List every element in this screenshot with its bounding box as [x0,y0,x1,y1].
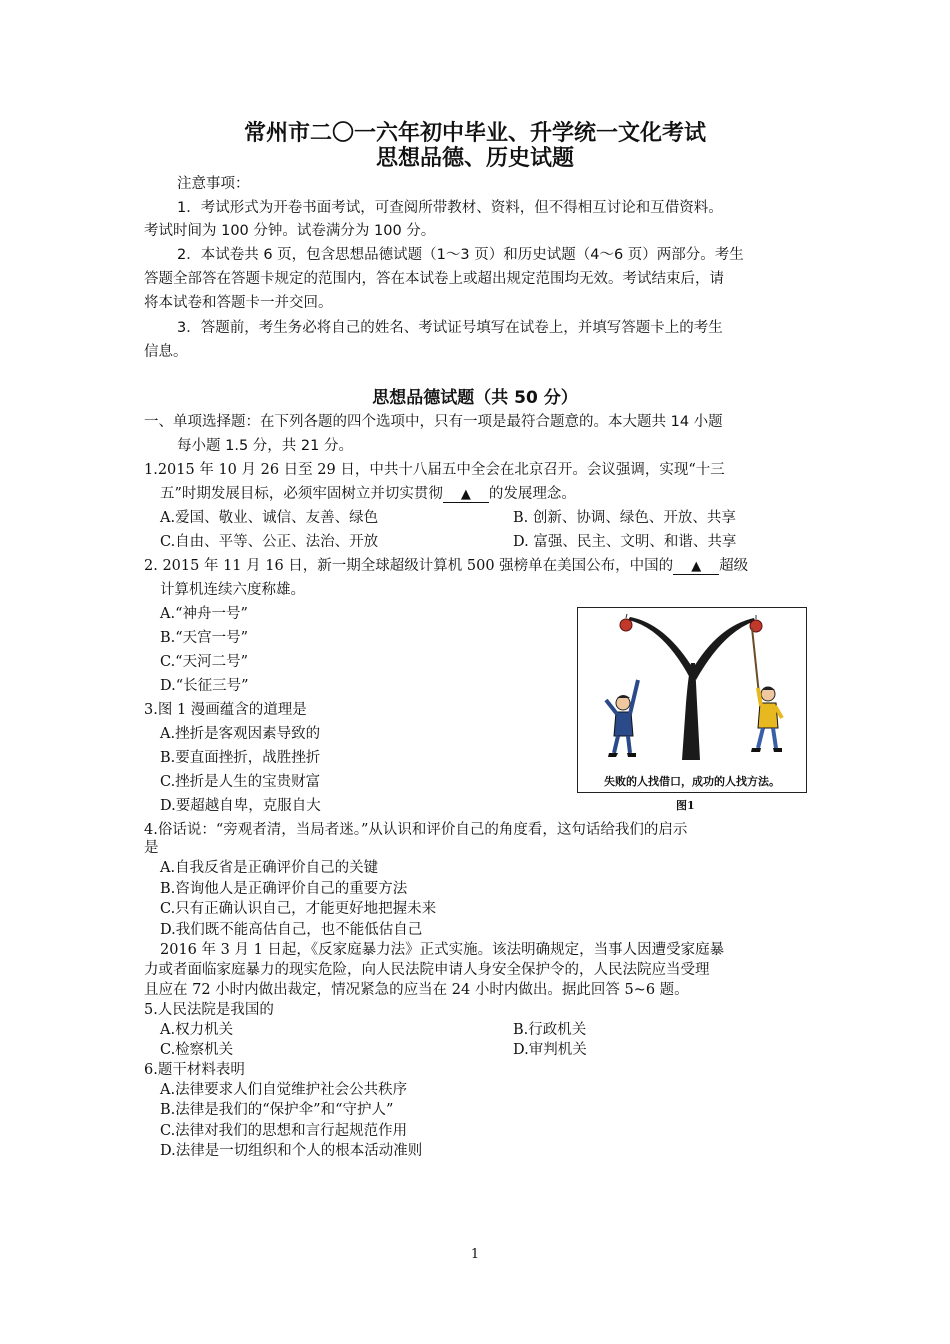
q5-option-d: D.审判机关 [513,1042,587,1058]
q1-stem-text-a: 五”时期发展目标，必须牢固树立并切实贯彻 [160,486,443,502]
q5-option-a: A.权力机关 [160,1022,234,1038]
notice-line: 2．本试卷共 6 页，包含思想品德试题（1～3 页）和历史试题（4～6 页）两部分。考生 [177,247,744,263]
q2-stem-text-a: 2. 2015 年 11 月 16 日，新一期全球超级计算机 500 强榜单在美国公布，中国的 [144,558,674,574]
material-line: 力或者面临家庭暴力的现实危险，向人民法院申请人身安全保护令的，人民法院应当受理 [144,962,710,978]
exam-title-line1: 常州市二〇一六年初中毕业、升学统一文化考试 [243,121,706,146]
material-line: 2016 年 3 月 1 日起，《反家庭暴力法》正式实施。该法明确规定，当事人因遭受家庭暴 [160,942,725,958]
q2-stem-line2: 计算机连续六度称雄。 [160,582,305,598]
q1-stem-line1: 1.2015 年 10 月 26 日至 29 日，中共十八届五中全会在北京召开。会议强调，实现“十三 [144,462,725,478]
q6-option-a: A.法律要求人们自觉维护社会公共秩序 [160,1082,408,1098]
notice-line: 将本试卷和答题卡一并交回。 [144,295,333,311]
q2-option-c: C.“天河二号” [160,654,249,670]
q4-option-a: A.自我反省是正确评价自己的关键 [160,860,379,876]
q3-option-a: A.挫折是客观因素导致的 [160,726,321,742]
cartoon-figure [577,607,807,793]
q5-option-c: C.检察机关 [160,1042,234,1058]
q6-option-d: D.法律是一切组织和个人的根本活动准则 [160,1143,423,1159]
q2-option-d: D.“长征三号” [160,678,249,694]
section-title: 思想品德试题（共 50 分） [372,388,578,408]
notice-line: 考试时间为 100 分钟。试卷满分为 100 分。 [144,223,436,239]
q5-option-b: B.行政机关 [513,1022,587,1038]
q1-stem-line2 [160,482,576,503]
q4-stem-line1: 4.俗话说：“旁观者清，当局者迷。”从认识和评价自己的角度看，这句话给我们的启示 [144,822,688,838]
q4-option-c: C.只有正确认识自己，才能更好地把握未来 [160,901,437,917]
cartoon-caption: 失败的人找借口，成功的人找方法。 [604,775,780,788]
q2-stem-text-b: 超级 [719,558,749,574]
answer-blank: ▲ [673,560,719,575]
q3-option-b: B.要直面挫折，战胜挫折 [160,750,321,766]
q4-option-b: B.咨询他人是正确评价自己的重要方法 [160,881,408,897]
page-number: 1 [470,1247,480,1262]
q4-option-d: D.我们既不能高估自己，也不能低估自己 [160,922,423,938]
notice-line: 1．考试形式为开卷书面考试，可查阅所带教材、资料，但不得相互讨论和互借资料。 [177,200,723,216]
q2-option-a: A.“神舟一号” [160,606,248,622]
answer-blank: ▲ [443,488,489,503]
material-line: 且应在 72 小时内做出裁定，情况紧急的应当在 24 小时内做出。据此回答 5~6 题。 [144,982,689,998]
q1-option-b: B. 创新、协调、绿色、开放、共享 [513,510,736,526]
part-instruction-line2: 每小题 1.5 分，共 21 分。 [177,438,353,454]
q5-stem: 5.人民法院是我国的 [144,1002,274,1018]
q4-stem-line2: 是 [144,840,159,856]
q6-option-b: B.法律是我们的“保护伞”和“守护人” [160,1102,394,1118]
notice-line: 3．答题前，考生务必将自己的姓名、考试证号填写在试卷上，并填写答题卡上的考生 [177,320,723,336]
q1-option-a: A.爱国、敬业、诚信、友善、绿色 [160,510,379,526]
q2-option-b: B.“天宫一号” [160,630,249,646]
figure-label: 图1 [676,799,695,812]
part-instruction-line1: 一、单项选择题：在下列各题的四个选项中，只有一项是最符合题意的。本大题共 14 小题 [144,414,723,430]
q3-option-c: C.挫折是人生的宝贵财富 [160,774,321,790]
exam-title-line2: 思想品德、历史试题 [375,146,574,171]
q1-option-c: C.自由、平等、公正、法治、开放 [160,534,379,550]
notice-line: 答题全部答在答题卡规定的范围内，答在本试卷上或超出规定范围均无效。考试结束后，请 [144,271,724,287]
q6-option-c: C.法律对我们的思想和言行起规范作用 [160,1123,408,1139]
notice-heading: 注意事项： [177,176,250,192]
q6-stem: 6.题干材料表明 [144,1062,245,1078]
right-man [751,628,782,752]
q1-option-d: D. 富强、民主、文明、和谐、共享 [513,534,737,550]
notice-line: 信息。 [144,344,188,360]
q2-stem-line1 [144,554,748,575]
q3-option-d: D.要超越自卑，克服自大 [160,798,321,814]
q3-stem: 3.图 1 漫画蕴含的道理是 [144,702,307,718]
q1-stem-text-b: 的发展理念。 [488,486,576,502]
cartoon-illustration [578,608,806,768]
left-man [606,680,638,757]
